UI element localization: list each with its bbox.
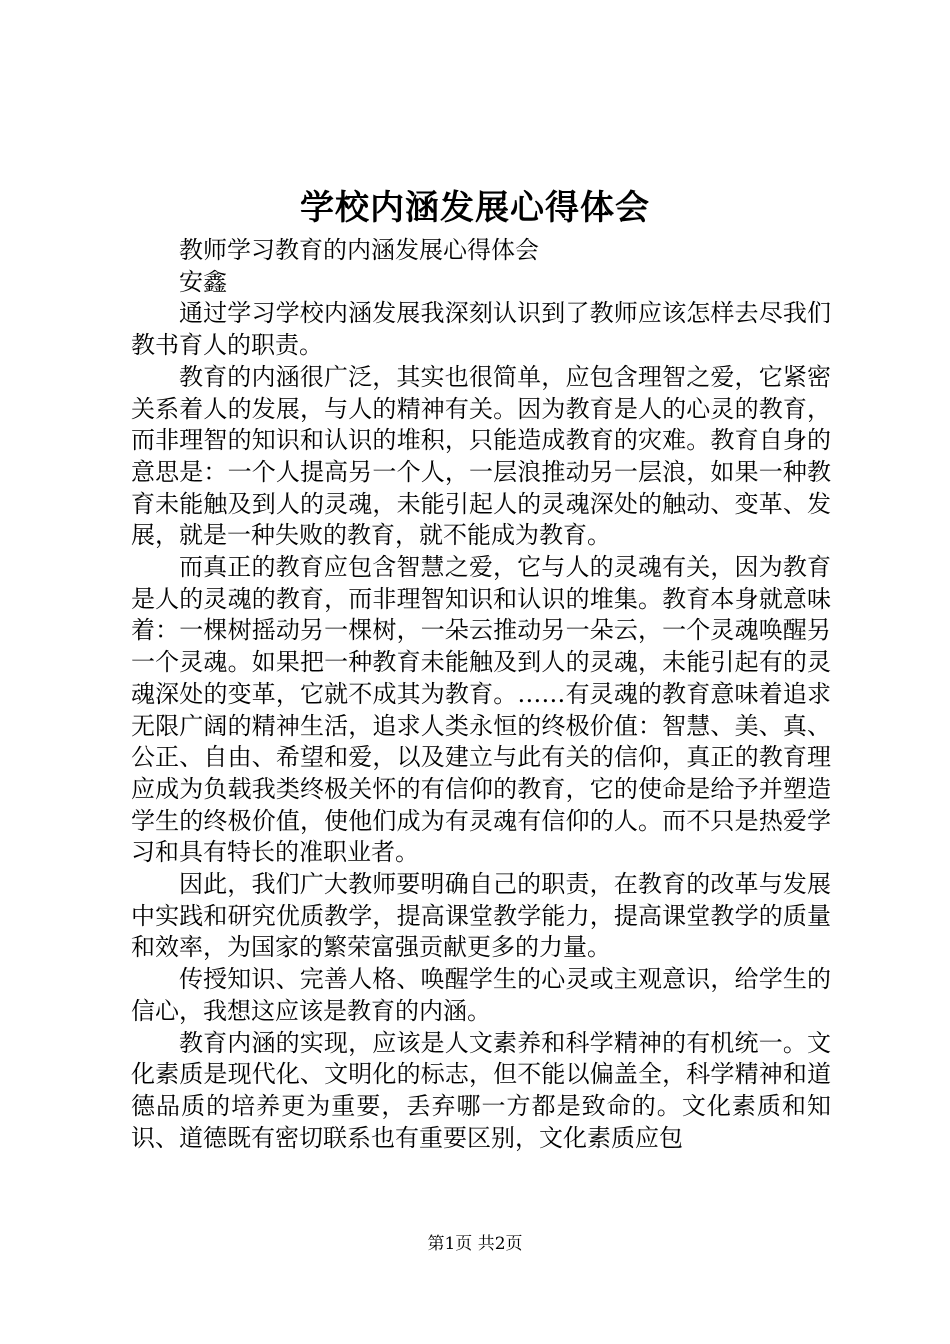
body-paragraph: 教育内涵的实现，应该是人文素养和科学精神的有机统一。文化素质是现代化、文明化的标志，但不能以偏盖全，科学精神和道德品质的培养更为重要，丢弃哪一方都是致命的。文化素质和知识、道德既有密切联系也有重要区别，文化素质应包 bbox=[131, 1028, 831, 1152]
body-paragraph: 通过学习学校内涵发展我深刻认识到了教师应该怎样去尽我们教书育人的职责。 bbox=[131, 299, 831, 360]
body-paragraph: 因此，我们广大教师要明确自己的职责，在教育的改革与发展中实践和研究优质教学，提高课堂教学能力，提高课堂教学的质量和效率，为国家的繁荣富强贡献更多的力量。 bbox=[131, 870, 831, 962]
document-title: 学校内涵发展心得体会 bbox=[300, 188, 650, 228]
body-paragraph: 传授知识、完善人格、唤醒学生的心灵或主观意识，给学生的信心，我想这应该是教育的内涵。 bbox=[131, 965, 831, 1025]
author-paragraph: 安鑫 bbox=[179, 267, 227, 296]
body-paragraph: 教育的内涵很广泛，其实也很简单，应包含理智之爱，它紧密关系着人的发展，与人的精神有关。因为教育是人的心灵的教育，而非理智的知识和认识的堆积，只能造成教育的灾难。教育自身的意思是：一个人提高另一个人，一层浪推动另一层浪，如果一种教育未能触及到人的灵魂，未能引起人的灵魂深处的触动、变革、发展，就是一种失败的教育，就不能成为教育。 bbox=[131, 362, 831, 550]
page-number-footer: 第1页 共2页 bbox=[427, 1234, 523, 1254]
document-body bbox=[131, 235, 831, 1154]
body-paragraph: 而真正的教育应包含智慧之爱，它与人的灵魂有关，因为教育是人的灵魂的教育，而非理智知识和认识的堆集。教育本身就意味着：一棵树摇动另一棵树，一朵云推动另一朵云，一个灵魂唤醒另一个灵魂。如果把一种教育未能触及到人的灵魂，未能引起有的灵魂深处的变革，它就不成其为教育。……有灵魂的教育意味着追求无限广阔的精神生活，追求人类永恒的终极价值：智慧、美、真、公正、自由、希望和爱，以及建立与此有关的信仰，真正的教育理应成为负载我类终极关怀的有信仰的教育，它的使命是给予并塑造学生的终极价值，使他们成为有灵魂有信仰的人。而不只是热爱学习和具有特长的准职业者。 bbox=[131, 553, 831, 867]
subtitle-paragraph: 教师学习教育的内涵发展心得体会 bbox=[179, 236, 539, 264]
